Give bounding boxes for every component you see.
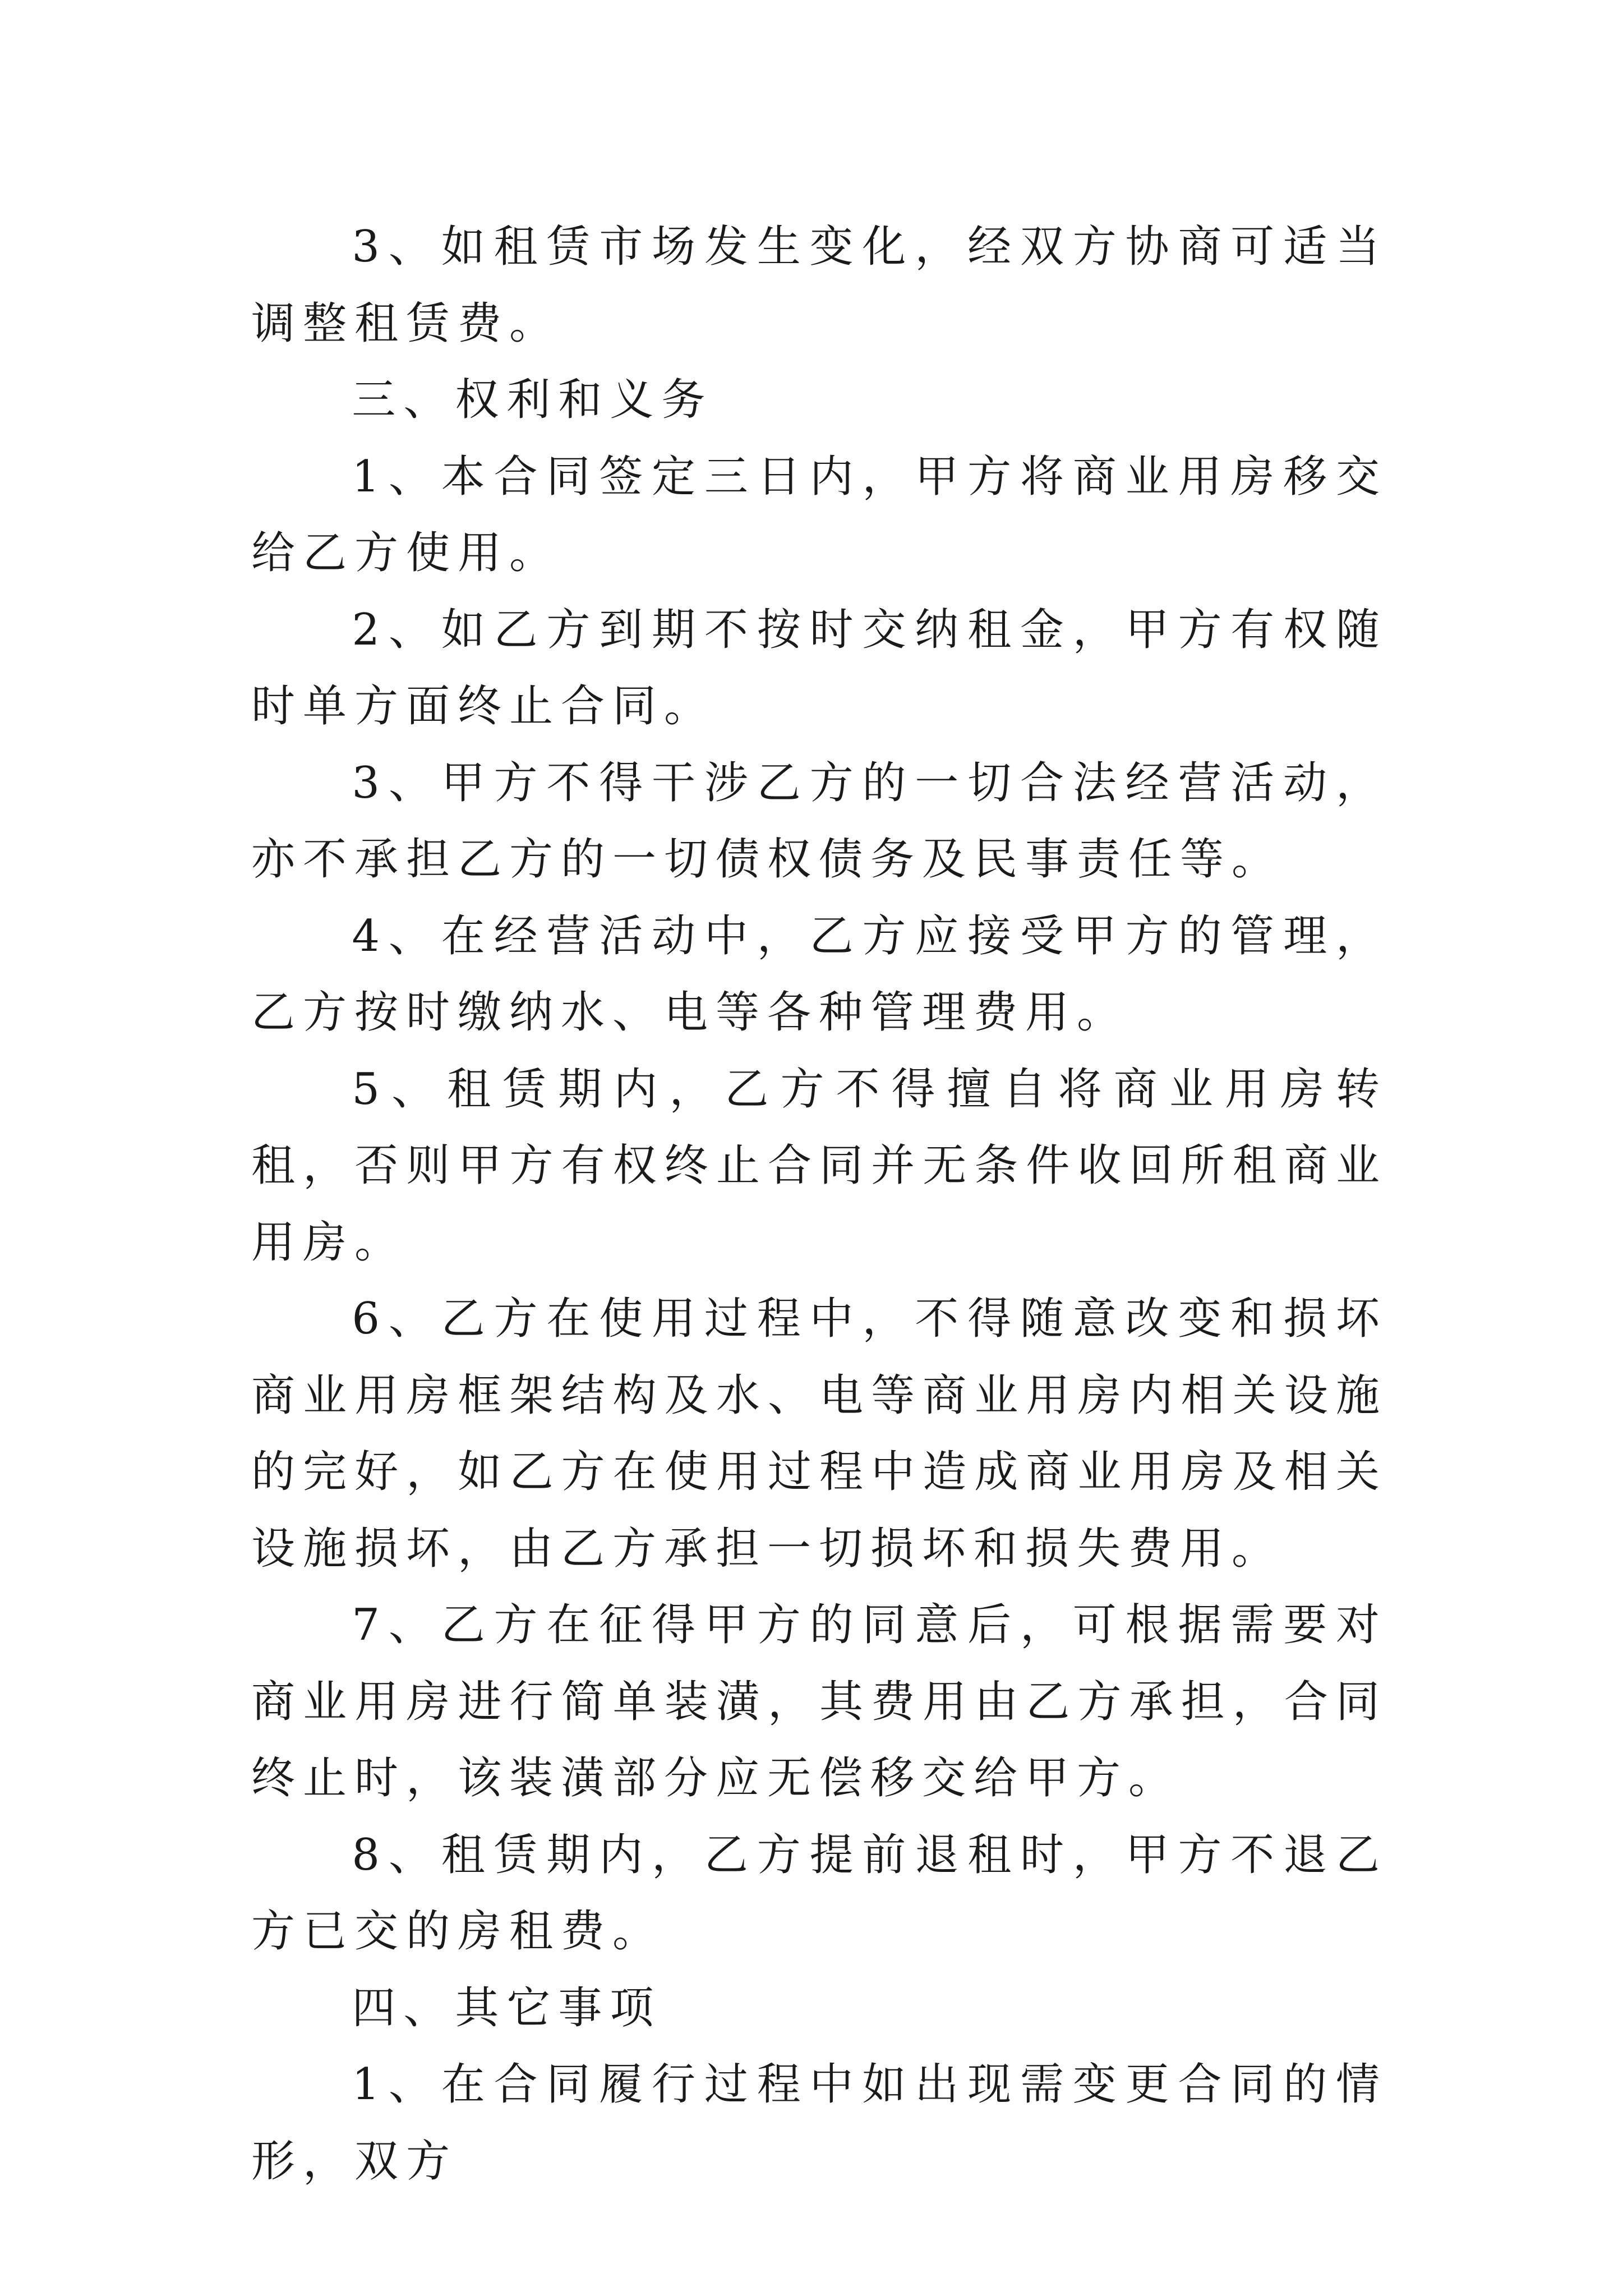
paragraph-clause-2: 2、如乙方到期不按时交纳租金，甲方有权随时单方面终止合同。 <box>251 604 1387 731</box>
document-body <box>251 209 1387 2200</box>
paragraph-clause-1: 1、本合同签定三日内，甲方将商业用房移交给乙方使用。 <box>251 451 1387 578</box>
section-heading-rights-obligations: 三、权利和义务 <box>352 375 713 425</box>
paragraph-clause-3: 3、甲方不得干涉乙方的一切合法经营活动，亦不承担乙方的一切债权债务及民事责任等。 <box>251 757 1387 885</box>
paragraph-clause-5: 5、租赁期内，乙方不得擅自将商业用房转租，否则甲方有权终止合同并无条件收回所租商业用房。 <box>251 1064 1387 1268</box>
paragraph-clause-6: 6、乙方在使用过程中，不得随意改变和损坏商业用房框架结构及水、电等商业用房内相关设施的完好，如乙方在使用过程中造成商业用房及相关设施损坏，由乙方承担一切损坏和损失费用。 <box>251 1294 1387 1574</box>
paragraph-clause-4: 4、在经营活动中，乙方应接受甲方的管理，乙方按时缴纳水、电等各种管理费用。 <box>251 910 1387 1038</box>
section-heading-other-matters: 四、其它事项 <box>352 1982 662 2033</box>
paragraph-clause-7: 7、乙方在征得甲方的同意后，可根据需要对商业用房进行简单装潢，其费用由乙方承担，合同终止时，该装潢部分应无偿移交给甲方。 <box>251 1600 1387 1803</box>
paragraph-rent-adjustment: 3、如租赁市场发生变化，经双方协商可适当调整租赁费。 <box>251 222 1387 349</box>
paragraph-other-1: 1、在合同履行过程中如出现需变更合同的情形，双方 <box>251 2059 1387 2187</box>
paragraph-clause-8: 8、租赁期内，乙方提前退租时，甲方不退乙方已交的房租费。 <box>251 1829 1387 1957</box>
